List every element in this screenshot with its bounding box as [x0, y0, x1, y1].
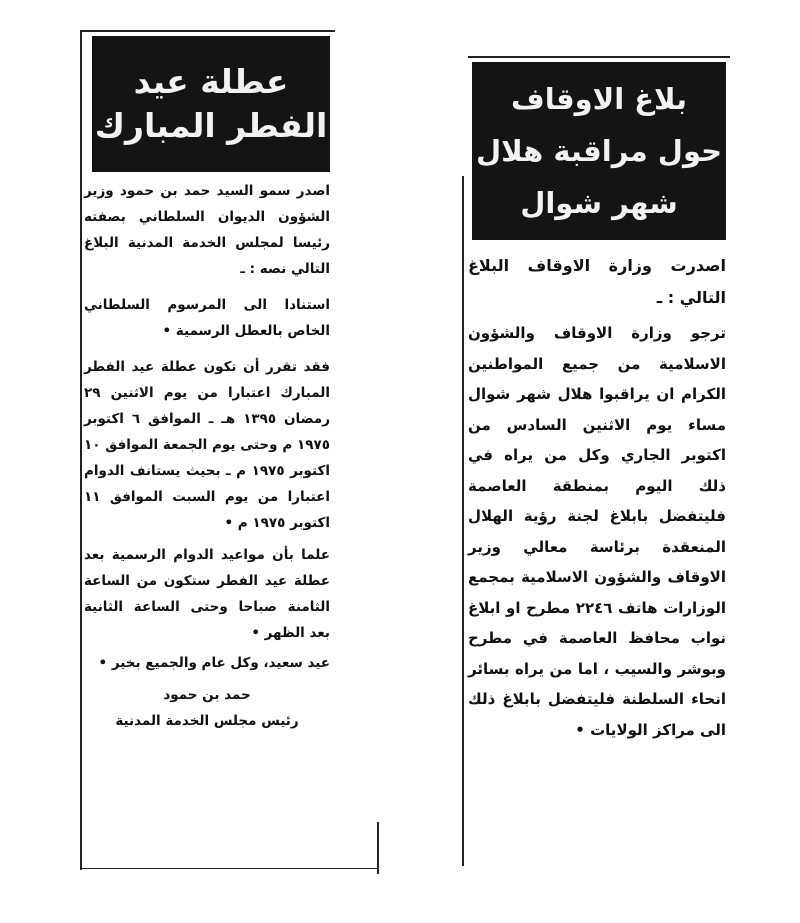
right-clipping-top-rule: [468, 56, 730, 58]
left-clipping-bottom-rule: [80, 868, 378, 869]
left-paragraph-3: فقد تقرر أن تكون عطلة عيد الفطر المبارك اعتبارا من يوم الاثنين ٢٩ رمضان ١٣٩٥ هـ ـ الموافق ٦ اكتوبر ١٩٧٥ م وحتى يوم الجمعة الموافق ١٠ اكتوبر ١٩٧٥ م ـ بحيث يستانف الدوام اعتبارا من يوم السبت الموافق ١١ اكتوبر ١٩٧٥ م •: [84, 359, 330, 531]
left-headline-line-2: الفطر المبارك: [94, 106, 328, 145]
right-intro: اصدرت وزارة الاوقاف البلاغ التالي : ـ: [468, 256, 726, 307]
left-signature-name: حمد بن حمود: [163, 687, 251, 703]
left-clipping-top-rule: [80, 30, 335, 32]
right-body-paragraph: ترجو وزارة الاوقاف والشؤون الاسلامية من جميع المواطنين الكرام ان يراقبوا هلال شهر شوال مساء يوم الاثنين السادس من اكتوبر الجاري وكل من يراه في ذلك اليوم بمنطقة العاصمة فليتفضل بابلاغ لجنة رؤية الهلال المنعقدة برئاسة معالي وزير الاوقاف والشؤون الاسلامية بمجمع الوزارات هاتف ٢٢٤٦ مطرح او ابلاغ نواب محافظ العاصمة في مطرح وبوشر والسيب ، اما من يراه بسائر انحاء السلطنة فليتفضل بابلاغ ذلك الى مراكز الولايات •: [468, 324, 727, 739]
left-signature-title: رئيس مجلس الخدمة المدنية: [115, 713, 299, 729]
right-headline-banner: [472, 62, 726, 240]
left-paragraph-5: عيد سعيد، وكل عام والجميع بخير •: [98, 655, 330, 671]
right-article-body: [468, 250, 726, 745]
right-clipping-left-rule: [462, 176, 464, 866]
left-article-body: [84, 178, 330, 734]
left-clipping-left-rule: [80, 30, 82, 870]
right-headline-line-3: شهر شوال: [520, 186, 678, 220]
left-paragraph-4: علما بأن مواعيد الدوام الرسمية بعد عطلة عيد الفطر ستكون من الساعة الثامنة صباحا وحتى الساعة الثانية بعد الظهر •: [84, 547, 330, 641]
right-headline-line-2: حول مراقبة هلال: [475, 134, 723, 168]
left-paragraph-2: استنادا الى المرسوم السلطاني الخاص بالعطل الرسمية •: [84, 297, 330, 339]
left-headline-banner: [92, 36, 330, 172]
left-headline-line-1: عطلة عيد: [133, 62, 289, 101]
right-headline-line-1: بلاغ الاوقاف: [511, 82, 687, 116]
left-clipping-tail-rule: [377, 822, 379, 874]
left-paragraph-1: اصدر سمو السيد حمد بن حمود وزير الشؤون الديوان السلطاني بصفته رئيسا لمجلس الخدمة المدنية البلاغ التالي نصه : ـ: [84, 183, 330, 277]
